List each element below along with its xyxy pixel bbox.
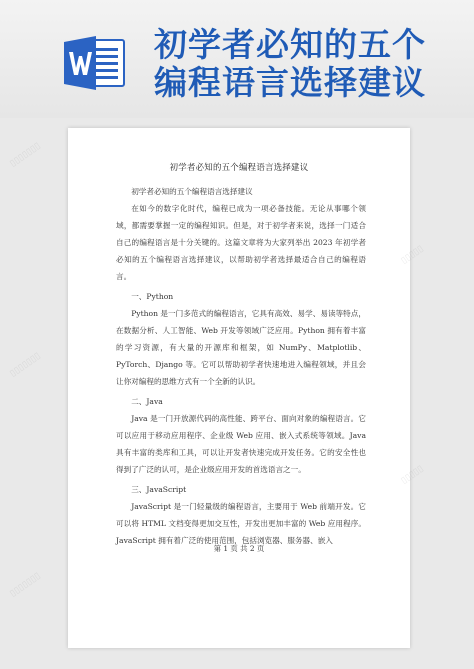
section-heading: 二、Java xyxy=(131,397,163,406)
watermark: ▯▯▯▯▯ xyxy=(399,243,426,267)
banner-title-line2: 编程语言选择建议 xyxy=(154,63,426,102)
section-heading: 一、Python xyxy=(131,292,174,301)
paragraph: Python 是一门多范式的编程语言，它具有高效、易学、易读等特点，在数据分析、人工智能、Web 开发等领域广泛应用。Python 拥有着丰富的学习资源，有大量的开源库和框架，如 NumPy、Matplotlib、PyTorch、Django 等。它可以帮助初学者快速地进入编程领域，并且会让你对编程的思维方式有一个全新的认识。 xyxy=(116,309,366,386)
document-body xyxy=(116,183,366,549)
watermark: ▯▯▯▯▯▯▯ xyxy=(8,140,43,170)
paragraph: 初学者必知的五个编程语言选择建议 xyxy=(131,187,253,196)
document-page xyxy=(68,128,410,648)
word-icon xyxy=(62,30,128,96)
watermark: ▯▯▯▯▯▯▯ xyxy=(8,350,43,380)
watermark: ▯▯▯▯▯▯▯ xyxy=(8,570,43,600)
paragraph: Java 是一门开放源代码的高性能、跨平台、面向对象的编程语言。它可以应用于移动应用程序、企业级 Web 应用、嵌入式系统等领域。Java 具有丰富的类库和工具，可以让开发者快速完成开发任务。它的安全性也得到了广泛的认可，是企业级应用开发的首选语言之一。 xyxy=(116,414,366,474)
document-title: 初学者必知的五个编程语言选择建议 xyxy=(169,162,309,172)
banner xyxy=(0,0,474,118)
page-number-footer: 第 1 页 共 2 页 xyxy=(213,544,265,553)
banner-title-line1: 初学者必知的五个 xyxy=(154,25,426,64)
paragraph: JavaScript 是一门轻量级的编程语言，主要用于 Web 前端开发。它可以将 HTML 文档变得更加交互性，开发出更加丰富的 Web 应用程序。JavaScript 拥有着广泛的使用范围，包括浏览器、服务器、嵌入 xyxy=(116,502,366,545)
section-heading: 三、JavaScript xyxy=(131,485,187,494)
watermark: ▯▯▯▯▯ xyxy=(399,463,426,487)
paragraph: 在如今的数字化时代，编程已成为一项必备技能。无论从事哪个领域，都需要掌握一定的编程知识。但是，对于初学者来说，选择一门适合自己的编程语言是十分关键的。这篇文章将为大家列举出 2023 年初学者必知的五个编程语言选择建议，以帮助初学者选择最适合自己的编程语言。 xyxy=(116,204,366,281)
banner-title xyxy=(154,26,464,102)
